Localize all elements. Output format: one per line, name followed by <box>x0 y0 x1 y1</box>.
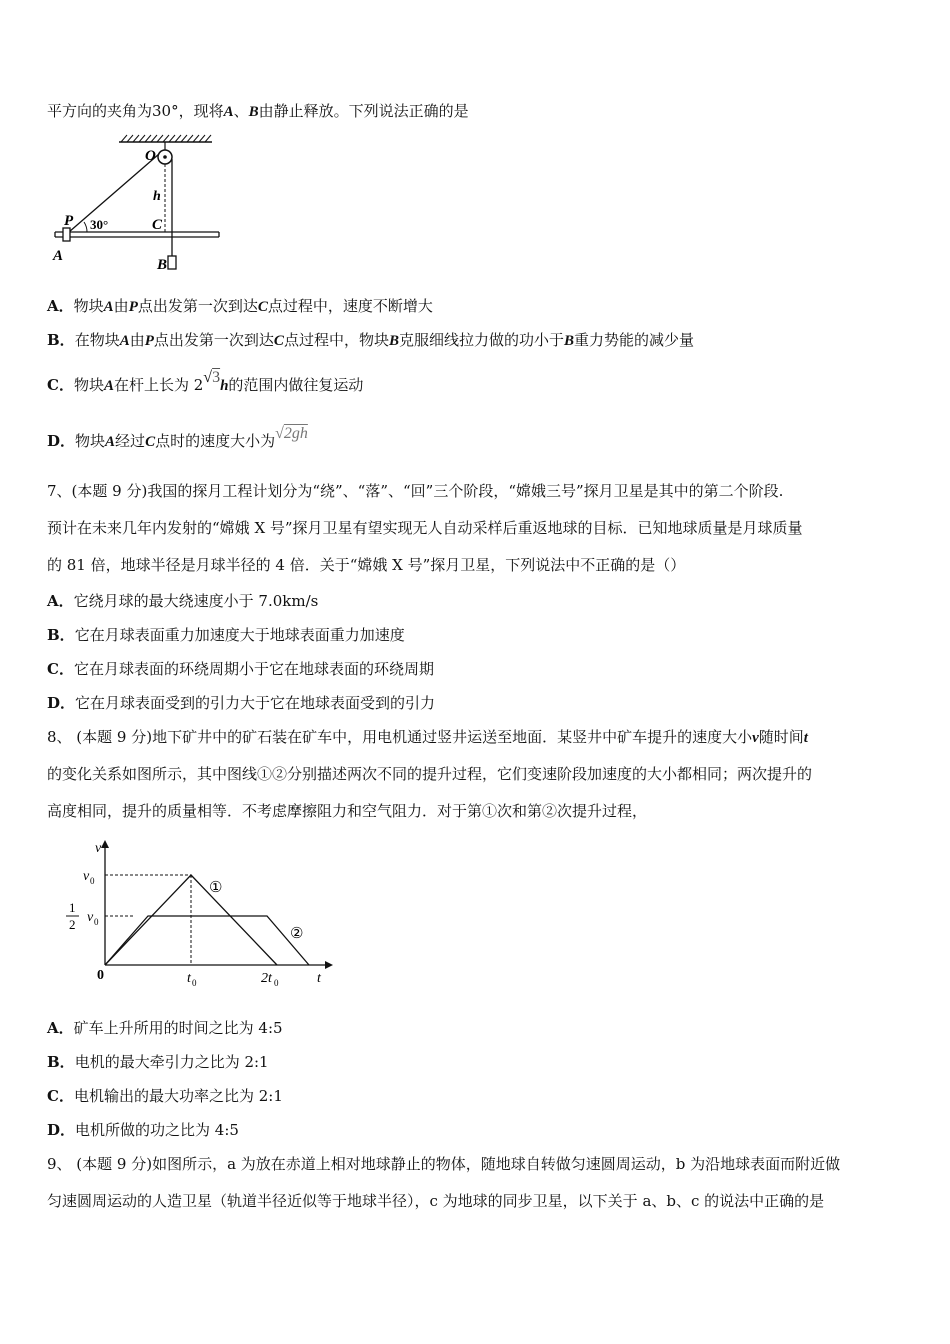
sqrt-symbol: √2gh <box>275 425 308 442</box>
q7-line-1: 7、(本题 9 分)我国的探月工程计划分为“绕”、“落”、“回”三个阶段，“嫦娥三号”探月卫星是其中的第二个阶段. <box>47 482 784 500</box>
q8-option-a: A．矿车上升所用的时间之比为 4:5 <box>47 1019 283 1037</box>
q7-option-c: C．它在月球表面的环绕周期小于它在地球表面的环绕周期 <box>47 660 434 678</box>
q9-line-1: 9、 (本题 9 分)如图所示，a 为放在赤道上相对地球静止的物体，随地球自转做匀速圆周运动，b 为沿地球表面而附近做 <box>47 1155 841 1173</box>
origin-label: 0 <box>97 968 104 983</box>
tick-label-2t0-sub: 0 <box>274 978 279 988</box>
q6-option-a: A．物块A由P点出发第一次到达C点过程中，速度不断增大 <box>47 297 433 315</box>
tick-label-t0: t <box>187 971 191 986</box>
tick-label-v0: v <box>83 869 90 884</box>
q7-option-d: D．它在月球表面受到的引力大于它在地球表面受到的引力 <box>47 694 436 712</box>
q8-line-1: 8、 (本题 9 分)地下矿井中的矿石装在矿车中，用电机通过竖井运送至地面．某竖井中矿车提升的速度大小v随时间t <box>47 728 808 746</box>
q8-line-2: 的变化关系如图所示，其中图线①②分别描述两次不同的提升过程，它们变速阶段加速度的大小都相同；两次提升的 <box>47 765 813 783</box>
intro-line: 平方向的夹角为30°，现将A、B由静止释放。下列说法正确的是 <box>47 102 469 120</box>
axis-label-t: t <box>317 971 321 986</box>
q7-option-b: B．它在月球表面重力加速度大于地球表面重力加速度 <box>47 626 405 644</box>
q8-option-c: C．电机输出的最大功率之比为 2:1 <box>47 1087 283 1105</box>
label-h: h <box>153 189 161 204</box>
pulley-diagram <box>47 132 237 274</box>
q9-line-2: 匀速圆周运动的人造卫星（轨道半径近似等于地球半径），c 为地球的同步卫星，以下关于 a、b、c 的说法中正确的是 <box>47 1192 825 1210</box>
curve-label-1: ① <box>209 880 223 896</box>
tick-label-half-v0-sub: 0 <box>94 917 99 927</box>
half-numerator: 1 <box>69 900 76 915</box>
q8-line-3: 高度相同，提升的质量相等．不考虑摩擦阻力和空气阻力．对于第①次和第②次提升过程， <box>47 802 648 820</box>
q6-option-d: D．物块A经过C点时的速度大小为√2gh <box>47 425 308 450</box>
q8-option-b: B．电机的最大牵引力之比为 2:1 <box>47 1053 269 1071</box>
label-angle: 30° <box>90 217 109 232</box>
q6-option-b: B．在物块A由P点出发第一次到达C点过程中，物块B克服细线拉力做的功小于B重力势能的减少量 <box>47 331 695 349</box>
label-A: A <box>53 248 64 264</box>
tick-label-t0-sub: 0 <box>192 978 197 988</box>
velocity-time-graph <box>47 830 342 995</box>
q7-line-3: 的 81 倍，地球半径是月球半径的 4 倍．关于“嫦娥 X 号”探月卫星，下列说法中不正确的是（） <box>47 556 686 574</box>
q8-option-d: D．电机所做的功之比为 4:5 <box>47 1121 239 1139</box>
half-denominator: 2 <box>69 917 76 932</box>
tick-label-half-v0: v <box>87 910 94 925</box>
q7-line-2: 预计在未来几年内发射的“嫦娥 X 号”探月卫星有望实现无人自动采样后重返地球的目标．已知地球质量是月球质量 <box>47 519 803 537</box>
axis-label-v: v <box>95 841 102 856</box>
label-C: C <box>152 217 163 233</box>
label-P: P <box>64 213 74 229</box>
curve-label-2: ② <box>290 926 304 942</box>
label-O: O <box>145 148 156 164</box>
tick-label-v0-sub: 0 <box>90 876 95 886</box>
q6-option-c: C．物块A在杆上长为 2√3h的范围内做往复运动 <box>47 369 364 394</box>
tick-label-2t0: 2t <box>261 971 272 986</box>
label-B: B <box>157 257 168 273</box>
q7-option-a: A．它绕月球的最大绕速度小于 7.0km/s <box>47 592 319 610</box>
sqrt-symbol: √3 <box>203 369 221 386</box>
